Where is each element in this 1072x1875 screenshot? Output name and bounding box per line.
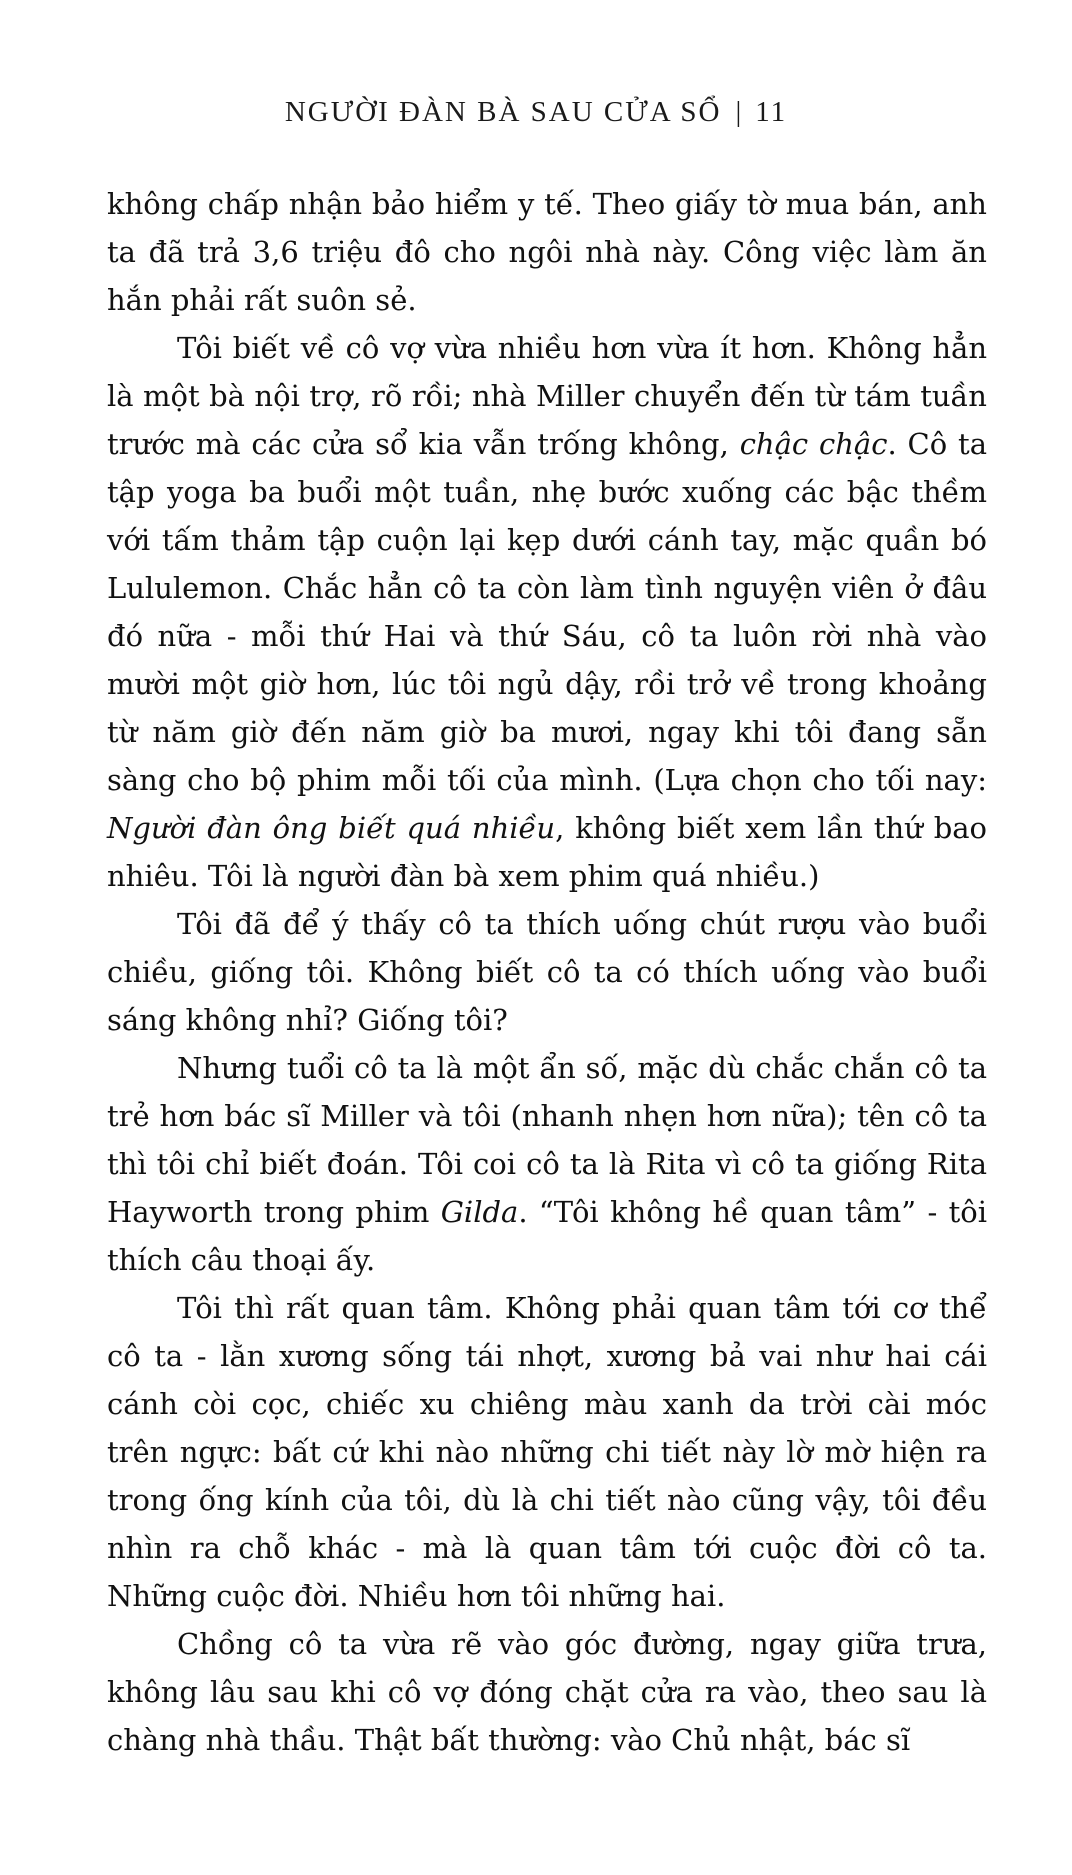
italic-phrase: chậc chậc	[739, 427, 888, 461]
paragraph-5: Tôi thì rất quan tâm. Không phải quan tâm tới cơ thể cô ta - lằn xương sống tái nhợt, xương bả vai như hai cái cánh còi cọc, chiếc xu chiêng màu xanh da trời cài móc trên ngực: bất cứ khi nào những chi tiết này lờ mờ hiện ra trong ống kính của tôi, dù là chi tiết nào cũng vậy, tôi đều nhìn ra chỗ khác - mà là quan tâm tới cuộc đời cô ta. Những cuộc đời. Nhiều hơn tôi những hai.	[107, 1291, 987, 1613]
page-number: 11	[755, 96, 788, 128]
paragraph-2-part-b: . Cô ta tập yoga ba buổi một tuần, nhẹ bước xuống các bậc thềm với tấm thảm tập cuộn lại kẹp dưới cánh tay, mặc quần bó Lululemon. Chắc hẳn cô ta còn làm tình nguyện viên ở đâu đó nữa - mỗi thứ Hai và thứ Sáu, cô ta luôn rời nhà vào mười một giờ hơn, lúc tôi ngủ dậy, rồi trở về trong khoảng từ năm giờ đến năm giờ ba mươi, ngay khi tôi đang sẵn sàng cho bộ phim mỗi tối của mình. (Lựa chọn cho tối nay:	[107, 427, 987, 797]
paragraph-6: Chồng cô ta vừa rẽ vào góc đường, ngay giữa trưa, không lâu sau khi cô vợ đóng chặt cửa ra vào, theo sau là chàng nhà thầu. Thật bất thường: vào Chủ nhật, bác sĩ	[107, 1627, 987, 1757]
header-separator: |	[735, 96, 744, 128]
italic-film-title: Gilda	[440, 1195, 519, 1229]
paragraph-4-part-b: . “Tôi không hề quan tâm” - tôi thích câu thoại ấy.	[107, 1195, 988, 1277]
body-text	[107, 180, 987, 1764]
paragraph-4	[107, 1044, 987, 1284]
paragraph-4-part-a: Nhưng tuổi cô ta là một ẩn số, mặc dù chắc chắn cô ta trẻ hơn bác sĩ Miller và tôi (nhanh nhẹn hơn nữa); tên cô ta thì tôi chỉ biết đoán. Tôi coi cô ta là Rita vì cô ta giống Rita Hayworth trong phim	[107, 1051, 987, 1229]
italic-film-title: Người đàn ông biết quá nhiều	[107, 811, 556, 845]
paragraph-2	[107, 324, 987, 900]
book-title: NGƯỜI ĐÀN BÀ SAU CỬA SỔ	[284, 96, 722, 128]
paragraph-1: không chấp nhận bảo hiểm y tế. Theo giấy tờ mua bán, anh ta đã trả 3,6 triệu đô cho ngôi nhà này. Công việc làm ăn hắn phải rất suôn sẻ.	[107, 187, 987, 317]
paragraph-2-part-a: Tôi biết về cô vợ vừa nhiều hơn vừa ít hơn. Không hẳn là một bà nội trợ, rõ rồi; nhà Miller chuyển đến từ tám tuần trước mà các cửa sổ kia vẫn trống không,	[107, 331, 987, 461]
paragraph-2-part-c: , không biết xem lần thứ bao nhiêu. Tôi là người đàn bà xem phim quá nhiều.)	[107, 811, 988, 893]
running-header	[0, 96, 1072, 129]
paragraph-3: Tôi đã để ý thấy cô ta thích uống chút rượu vào buổi chiều, giống tôi. Không biết cô ta có thích uống vào buổi sáng không nhỉ? Giống tôi?	[107, 907, 987, 1037]
